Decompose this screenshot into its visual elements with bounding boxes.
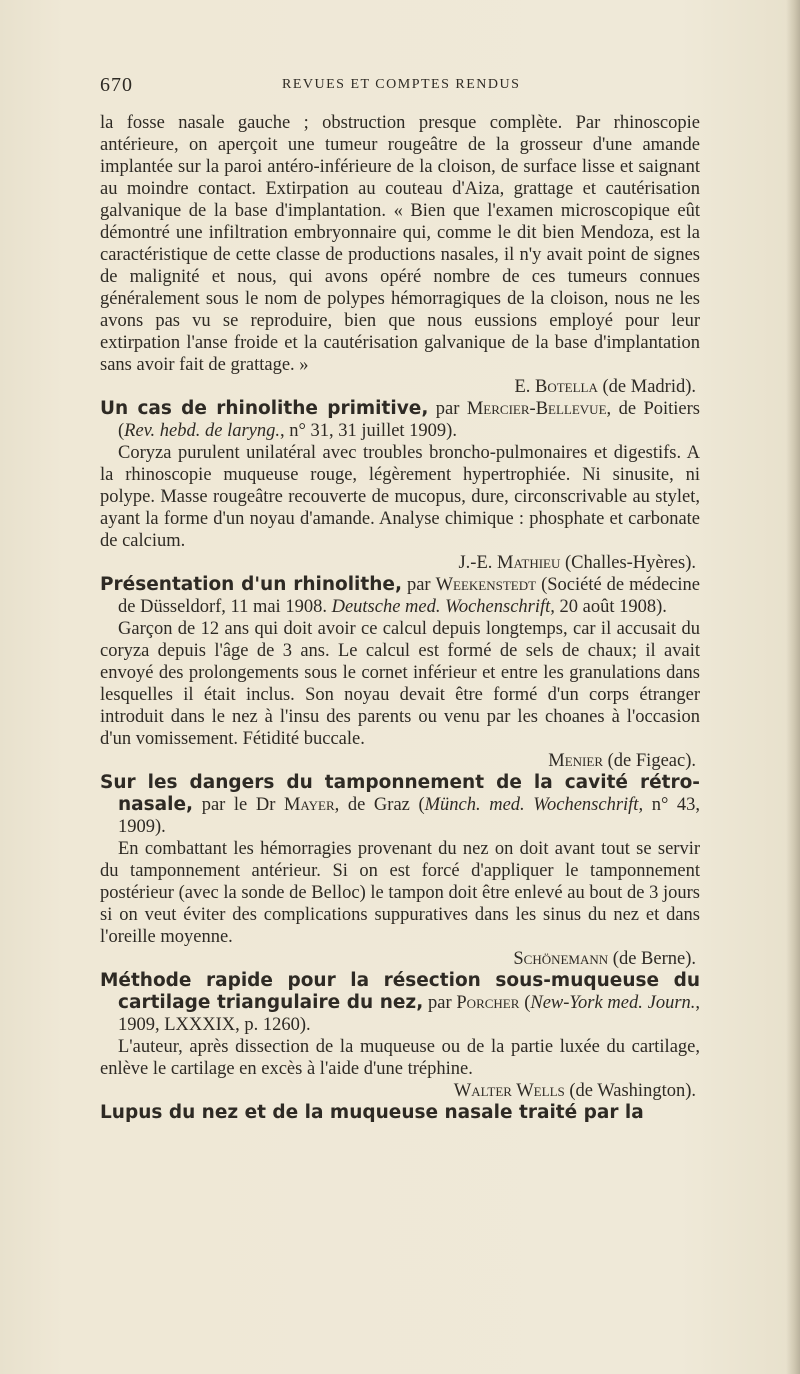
article-by: par <box>435 399 460 419</box>
article-title: Lupus du nez et de la muqueuse nasale traité par la <box>100 1102 644 1123</box>
article-body: Coryza purulent unilatéral avec troubles broncho-pulmonaires et digestifs. A la rhinoscopie muqueuse rouge, légèrement hypertrophiée. Ni sinusite, ni polype. Masse rougeâtre recouverte de mucopus, dure, circonscrivable au stylet, ayant la forme d'un noyau d'amande. Analyse chimique : phosphate et carbonate de calcium. <box>100 443 700 551</box>
page-number: 670 <box>100 74 133 96</box>
article-ref-end: , 1909, LXXXIX, p. 1260). <box>118 993 701 1035</box>
article-heading <box>100 398 700 442</box>
article-heading <box>100 1102 700 1124</box>
article-journal: Rev. hebd. de laryng. <box>124 421 280 441</box>
article-by: par le Dr <box>201 795 276 815</box>
signature-place: (de Madrid). <box>602 377 696 397</box>
article-heading <box>100 772 700 838</box>
article-signature <box>100 1080 700 1102</box>
article-signature <box>100 552 700 574</box>
running-title: REVUES ET COMPTES RENDUS <box>282 77 521 92</box>
article-ref-start: ( <box>524 993 531 1013</box>
article-signature <box>100 948 700 970</box>
signature-name: Walter Wells <box>453 1081 565 1101</box>
article-author: Mercier-Bellevue, <box>466 399 612 419</box>
signature-place: (Challes-Hyères). <box>565 553 696 573</box>
article-author: Weekenstedt <box>435 575 537 595</box>
page-edge-shadow <box>786 0 800 1374</box>
article-title: Méthode rapide pour la résection sous-muqueuse du cartilage triangulaire du nez, <box>100 970 700 1013</box>
signature-name: Schönemann <box>513 949 609 969</box>
page-header <box>100 74 700 96</box>
article-journal: Münch. med. Wochenschrift, <box>424 795 644 815</box>
article-ref-start: (Société de médecine de Düsseldorf, 11 mai 1908. <box>118 575 700 617</box>
article-by: par <box>428 993 452 1013</box>
article-body: En combattant les hémorragies provenant du nez on doit avant tout se servir du tamponnement antérieur. Si on est forcé d'appliquer le tamponnement postérieur (avec la sonde de Belloc) le tampon doit être enlevé au bout de 3 jours si on veut éviter des complications suppuratives dans les sinus du nez et dans l'oreille moyenne. <box>100 839 700 947</box>
article-journal: Deutsche med. Wochenschrift, <box>331 597 555 617</box>
article-heading <box>100 574 700 618</box>
article-author: Porcher <box>456 993 520 1013</box>
article-signature <box>100 376 700 398</box>
article-title: Sur les dangers du tamponnement de la cavité rétro-nasale, <box>100 772 700 815</box>
article-signature <box>100 750 700 772</box>
signature-name: E. Botella <box>514 377 598 397</box>
article-ref-start: de Graz ( <box>347 795 425 815</box>
article-journal: New-York med. Journ. <box>530 993 696 1013</box>
article-body: L'auteur, après dissection de la muqueuse ou de la partie luxée du cartilage, enlève le cartilage en excès à l'aide d'une tréphine. <box>100 1037 700 1079</box>
article-heading <box>100 970 700 1036</box>
main-text <box>100 112 700 1124</box>
signature-place: (de Figeac). <box>607 751 696 771</box>
signature-place: (de Washington). <box>569 1081 696 1101</box>
signature-place: (de Berne). <box>612 949 696 969</box>
article-ref-end: , n° 31, 31 juillet 1909). <box>280 421 457 441</box>
article-title: Présentation d'un rhinolithe, <box>100 574 402 595</box>
article-author: Mayer, <box>283 795 340 815</box>
article-body: Garçon de 12 ans qui doit avoir ce calcul depuis longtemps, car il accusait du coryza depuis l'âge de 3 ans. Le calcul est formé de sels de chaux; il avait envoyé des prolongements sous le cornet inférieur et entre les granulations dans lesquelles il était inclus. Son noyau devait être formé d'un corps étranger introduit dans le nez à l'insu des parents ou venu par les choanes à l'occasion d'un vomissement. Fétidité buccale. <box>100 619 700 749</box>
article-ref-start: de Poitiers ( <box>118 399 701 441</box>
signature-name: Menier <box>548 751 604 771</box>
article-ref-end: 20 août 1908). <box>559 597 667 617</box>
article-continuation-body: la fosse nasale gauche ; obstruction presque complète. Par rhinoscopie antérieure, on aperçoit une tumeur rougeâtre de la grosseur d'une amande implantée sur la paroi antéro-inférieure de la cloison, de surface lisse et saignant au moindre contact. Extirpation au couteau d'Aiza, grattage et cautérisation galvanique de la base d'implantation. « Bien que l'examen microscopique eût démontré une infiltration embryonnaire qui, comme le dit bien Mendoza, est la caractéristique de cette classe de productions nasales, il n'y avait point de signes de malignité et nous, qui avons opéré nombre de ces tumeurs connues généralement sous le nom de polypes hémorragiques de la cloison, nous ne les avons pas vu se reproduire, bien que nous eussions employé pour leur extirpation l'anse froide et la cautérisation galvanique de la base d'implantation sans avoir fait de grattage. » <box>100 113 700 375</box>
article-by: par <box>406 575 431 595</box>
article-ref-end: n° 43, 1909). <box>118 795 701 837</box>
article-title: Un cas de rhinolithe primitive, <box>100 398 429 419</box>
signature-name: J.-E. Mathieu <box>458 553 561 573</box>
